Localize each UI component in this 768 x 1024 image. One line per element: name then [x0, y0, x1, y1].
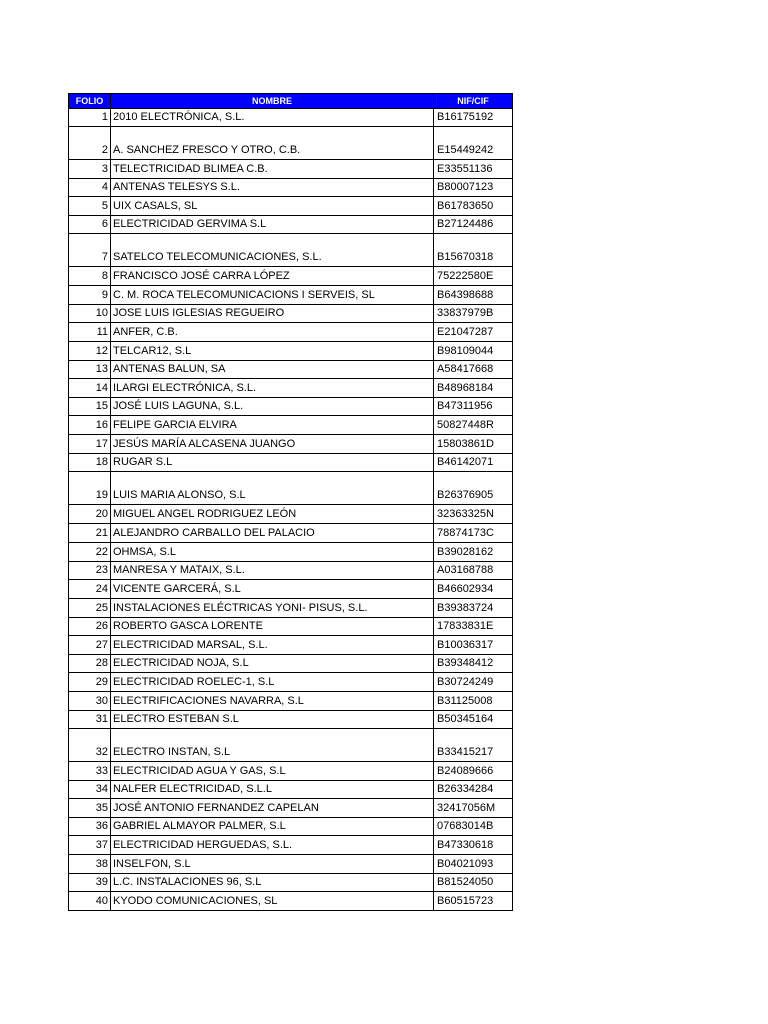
folio-cell: 15 — [69, 398, 111, 416]
table-row — [69, 398, 513, 416]
folio-cell: 30 — [69, 692, 111, 711]
nif-cell: B60515723 — [434, 892, 513, 911]
nif-cell: E33551136 — [434, 160, 513, 179]
folio-cell: 12 — [69, 342, 111, 361]
nif-cell: 33837979B — [434, 305, 513, 323]
nif-cell: B46602934 — [434, 580, 513, 599]
nombre-cell: KYODO COMUNICACIONES, SL — [111, 892, 434, 911]
nif-cell: B98109044 — [434, 342, 513, 361]
table-row — [69, 711, 513, 729]
nif-cell: B31125008 — [434, 692, 513, 711]
folio-cell: 9 — [69, 286, 111, 305]
table-row — [69, 127, 513, 160]
folio-cell: 27 — [69, 636, 111, 655]
header-row — [69, 94, 513, 109]
nif-cell: B48968184 — [434, 379, 513, 398]
nif-cell: 50827448R — [434, 416, 513, 435]
table-row — [69, 781, 513, 799]
folio-cell: 39 — [69, 874, 111, 892]
folio-cell: 28 — [69, 655, 111, 673]
nombre-cell: ELECTRIFICACIONES NAVARRA, S.L — [111, 692, 434, 711]
nif-cell: B27124486 — [434, 216, 513, 234]
folio-cell: 7 — [69, 234, 111, 267]
table-row — [69, 454, 513, 472]
table-row — [69, 874, 513, 892]
table-row — [69, 416, 513, 435]
table-row — [69, 855, 513, 874]
nombre-cell: TELECTRICIDAD BLIMEA C.B. — [111, 160, 434, 179]
table-row — [69, 524, 513, 543]
table-row — [69, 216, 513, 234]
table-row — [69, 379, 513, 398]
nif-cell: B10036317 — [434, 636, 513, 655]
table-row — [69, 618, 513, 636]
folio-cell: 34 — [69, 781, 111, 799]
folio-cell: 22 — [69, 543, 111, 562]
folio-cell: 2 — [69, 127, 111, 160]
nombre-cell: ELECTRICIDAD AGUA Y GAS, S.L — [111, 762, 434, 781]
folio-cell: 1 — [69, 109, 111, 127]
nombre-cell: GABRIEL ALMAYOR PALMER, S.L — [111, 818, 434, 836]
table-row — [69, 599, 513, 618]
nif-cell: B15670318 — [434, 234, 513, 267]
table-row — [69, 892, 513, 911]
nombre-cell: LUIS MARIA ALONSO, S.L — [111, 472, 434, 505]
nif-cell: B39028162 — [434, 543, 513, 562]
table-row — [69, 234, 513, 267]
nif-cell: B24089666 — [434, 762, 513, 781]
nif-cell: B81524050 — [434, 874, 513, 892]
nif-cell: 78874173C — [434, 524, 513, 543]
nif-cell: A03168788 — [434, 562, 513, 580]
nombre-cell: ELECTRO INSTAN, S.L — [111, 729, 434, 762]
nombre-cell: ELECTRO ESTEBAN S.L — [111, 711, 434, 729]
table-row — [69, 836, 513, 855]
nif-cell: B26334284 — [434, 781, 513, 799]
nif-cell: B04021093 — [434, 855, 513, 874]
nombre-cell: INSELFON, S.L — [111, 855, 434, 874]
nif-cell: 17833831E — [434, 618, 513, 636]
table-row — [69, 692, 513, 711]
folio-cell: 24 — [69, 580, 111, 599]
nif-cell: B50345164 — [434, 711, 513, 729]
nif-cell: 07683014B — [434, 818, 513, 836]
nombre-cell: ELECTRICIDAD HERGUEDAS, S.L. — [111, 836, 434, 855]
nombre-cell: MIGUEL ANGEL RODRIGUEZ LEÓN — [111, 505, 434, 524]
nombre-cell: SATELCO TELECOMUNICACIONES, S.L. — [111, 234, 434, 267]
table-row — [69, 435, 513, 454]
table-row — [69, 197, 513, 216]
table-row — [69, 636, 513, 655]
nif-cell: B47311956 — [434, 398, 513, 416]
nombre-cell: ELECTRICIDAD ROELEC-1, S.L — [111, 673, 434, 692]
nif-cell: B16175192 — [434, 109, 513, 127]
nif-cell: B39348412 — [434, 655, 513, 673]
nombre-cell: TELCAR12, S.L — [111, 342, 434, 361]
folio-cell: 14 — [69, 379, 111, 398]
nombre-cell: FRANCISCO JOSÉ CARRA LÓPEZ — [111, 267, 434, 286]
folio-cell: 13 — [69, 361, 111, 379]
folio-cell: 19 — [69, 472, 111, 505]
nif-cell: B39383724 — [434, 599, 513, 618]
nombre-cell: INSTALACIONES ELÉCTRICAS YONI- PISUS, S.L. — [111, 599, 434, 618]
header-folio: FOLIO — [69, 94, 111, 109]
nif-cell: B80007123 — [434, 179, 513, 197]
nombre-cell: ELECTRICIDAD GERVIMA S.L — [111, 216, 434, 234]
folio-cell: 21 — [69, 524, 111, 543]
folio-cell: 4 — [69, 179, 111, 197]
nombre-cell: C. M. ROCA TELECOMUNICACIONS I SERVEIS, SL — [111, 286, 434, 305]
table-row — [69, 286, 513, 305]
nombre-cell: A. SANCHEZ FRESCO Y OTRO, C.B. — [111, 127, 434, 160]
nif-cell: 32417056M — [434, 799, 513, 818]
folio-cell: 18 — [69, 454, 111, 472]
nif-cell: 75222580E — [434, 267, 513, 286]
nombre-cell: JOSÉ LUIS LAGUNA, S.L. — [111, 398, 434, 416]
nombre-cell: NALFER ELECTRICIDAD, S.L.L — [111, 781, 434, 799]
nombre-cell: MANRESA Y MATAIX, S.L. — [111, 562, 434, 580]
folio-cell: 32 — [69, 729, 111, 762]
folio-cell: 38 — [69, 855, 111, 874]
nombre-cell: UIX CASALS, SL — [111, 197, 434, 216]
table-row — [69, 762, 513, 781]
table-row — [69, 109, 513, 127]
table-row — [69, 655, 513, 673]
nif-cell: B64398688 — [434, 286, 513, 305]
folio-cell: 5 — [69, 197, 111, 216]
header-nombre: NOMBRE — [111, 94, 434, 109]
nombre-cell: FELIPE GARCIA ELVIRA — [111, 416, 434, 435]
table-row — [69, 323, 513, 342]
table-row — [69, 179, 513, 197]
table-row — [69, 729, 513, 762]
nif-cell: A58417668 — [434, 361, 513, 379]
nif-cell: B30724249 — [434, 673, 513, 692]
folio-cell: 10 — [69, 305, 111, 323]
nif-cell: B33415217 — [434, 729, 513, 762]
folio-cell: 36 — [69, 818, 111, 836]
folio-cell: 6 — [69, 216, 111, 234]
header-nif: NIF/CIF — [434, 94, 513, 109]
folio-cell: 31 — [69, 711, 111, 729]
nombre-cell: ANTENAS TELESYS S.L. — [111, 179, 434, 197]
nif-cell: E15449242 — [434, 127, 513, 160]
folio-cell: 26 — [69, 618, 111, 636]
nombre-cell: L.C. INSTALACIONES 96, S.L — [111, 874, 434, 892]
folio-cell: 23 — [69, 562, 111, 580]
nif-cell: B47330618 — [434, 836, 513, 855]
folio-cell: 37 — [69, 836, 111, 855]
folio-cell: 16 — [69, 416, 111, 435]
nif-cell: B61783650 — [434, 197, 513, 216]
nif-cell: E21047287 — [434, 323, 513, 342]
folio-cell: 29 — [69, 673, 111, 692]
folio-cell: 25 — [69, 599, 111, 618]
folio-table — [68, 93, 513, 911]
table-row — [69, 580, 513, 599]
nombre-cell: ANFER, C.B. — [111, 323, 434, 342]
folio-cell: 35 — [69, 799, 111, 818]
nombre-cell: ROBERTO GASCA LORENTE — [111, 618, 434, 636]
folio-cell: 17 — [69, 435, 111, 454]
folio-cell: 11 — [69, 323, 111, 342]
table-row — [69, 799, 513, 818]
table-row — [69, 472, 513, 505]
folio-cell: 8 — [69, 267, 111, 286]
nombre-cell: RUGAR S.L — [111, 454, 434, 472]
nif-cell: 15803861D — [434, 435, 513, 454]
nombre-cell: ALEJANDRO CARBALLO DEL PALACIO — [111, 524, 434, 543]
nombre-cell: JOSE LUIS IGLESIAS REGUEIRO — [111, 305, 434, 323]
table-row — [69, 543, 513, 562]
folio-cell: 33 — [69, 762, 111, 781]
table-row — [69, 267, 513, 286]
folio-cell: 3 — [69, 160, 111, 179]
table-row — [69, 361, 513, 379]
nif-cell: 32363325N — [434, 505, 513, 524]
nif-cell: B46142071 — [434, 454, 513, 472]
nombre-cell: ELECTRICIDAD MARSAL, S.L. — [111, 636, 434, 655]
table-row — [69, 160, 513, 179]
folio-cell: 20 — [69, 505, 111, 524]
table-row — [69, 305, 513, 323]
nombre-cell: VICENTE GARCERÁ, S.L — [111, 580, 434, 599]
nombre-cell: OHMSA, S.L — [111, 543, 434, 562]
nombre-cell: ILARGI ELECTRÓNICA, S.L. — [111, 379, 434, 398]
nif-cell: B26376905 — [434, 472, 513, 505]
nombre-cell: ELECTRICIDAD NOJA, S.L — [111, 655, 434, 673]
table-row — [69, 818, 513, 836]
folio-cell: 40 — [69, 892, 111, 911]
table-row — [69, 562, 513, 580]
nombre-cell: JESÚS MARÍA ALCASENA JUANGO — [111, 435, 434, 454]
table-row — [69, 342, 513, 361]
table-row — [69, 673, 513, 692]
nombre-cell: 2010 ELECTRÓNICA, S.L. — [111, 109, 434, 127]
table-row — [69, 505, 513, 524]
nombre-cell: JOSÉ ANTONIO FERNANDEZ CAPELAN — [111, 799, 434, 818]
nombre-cell: ANTENAS BALUN, SA — [111, 361, 434, 379]
